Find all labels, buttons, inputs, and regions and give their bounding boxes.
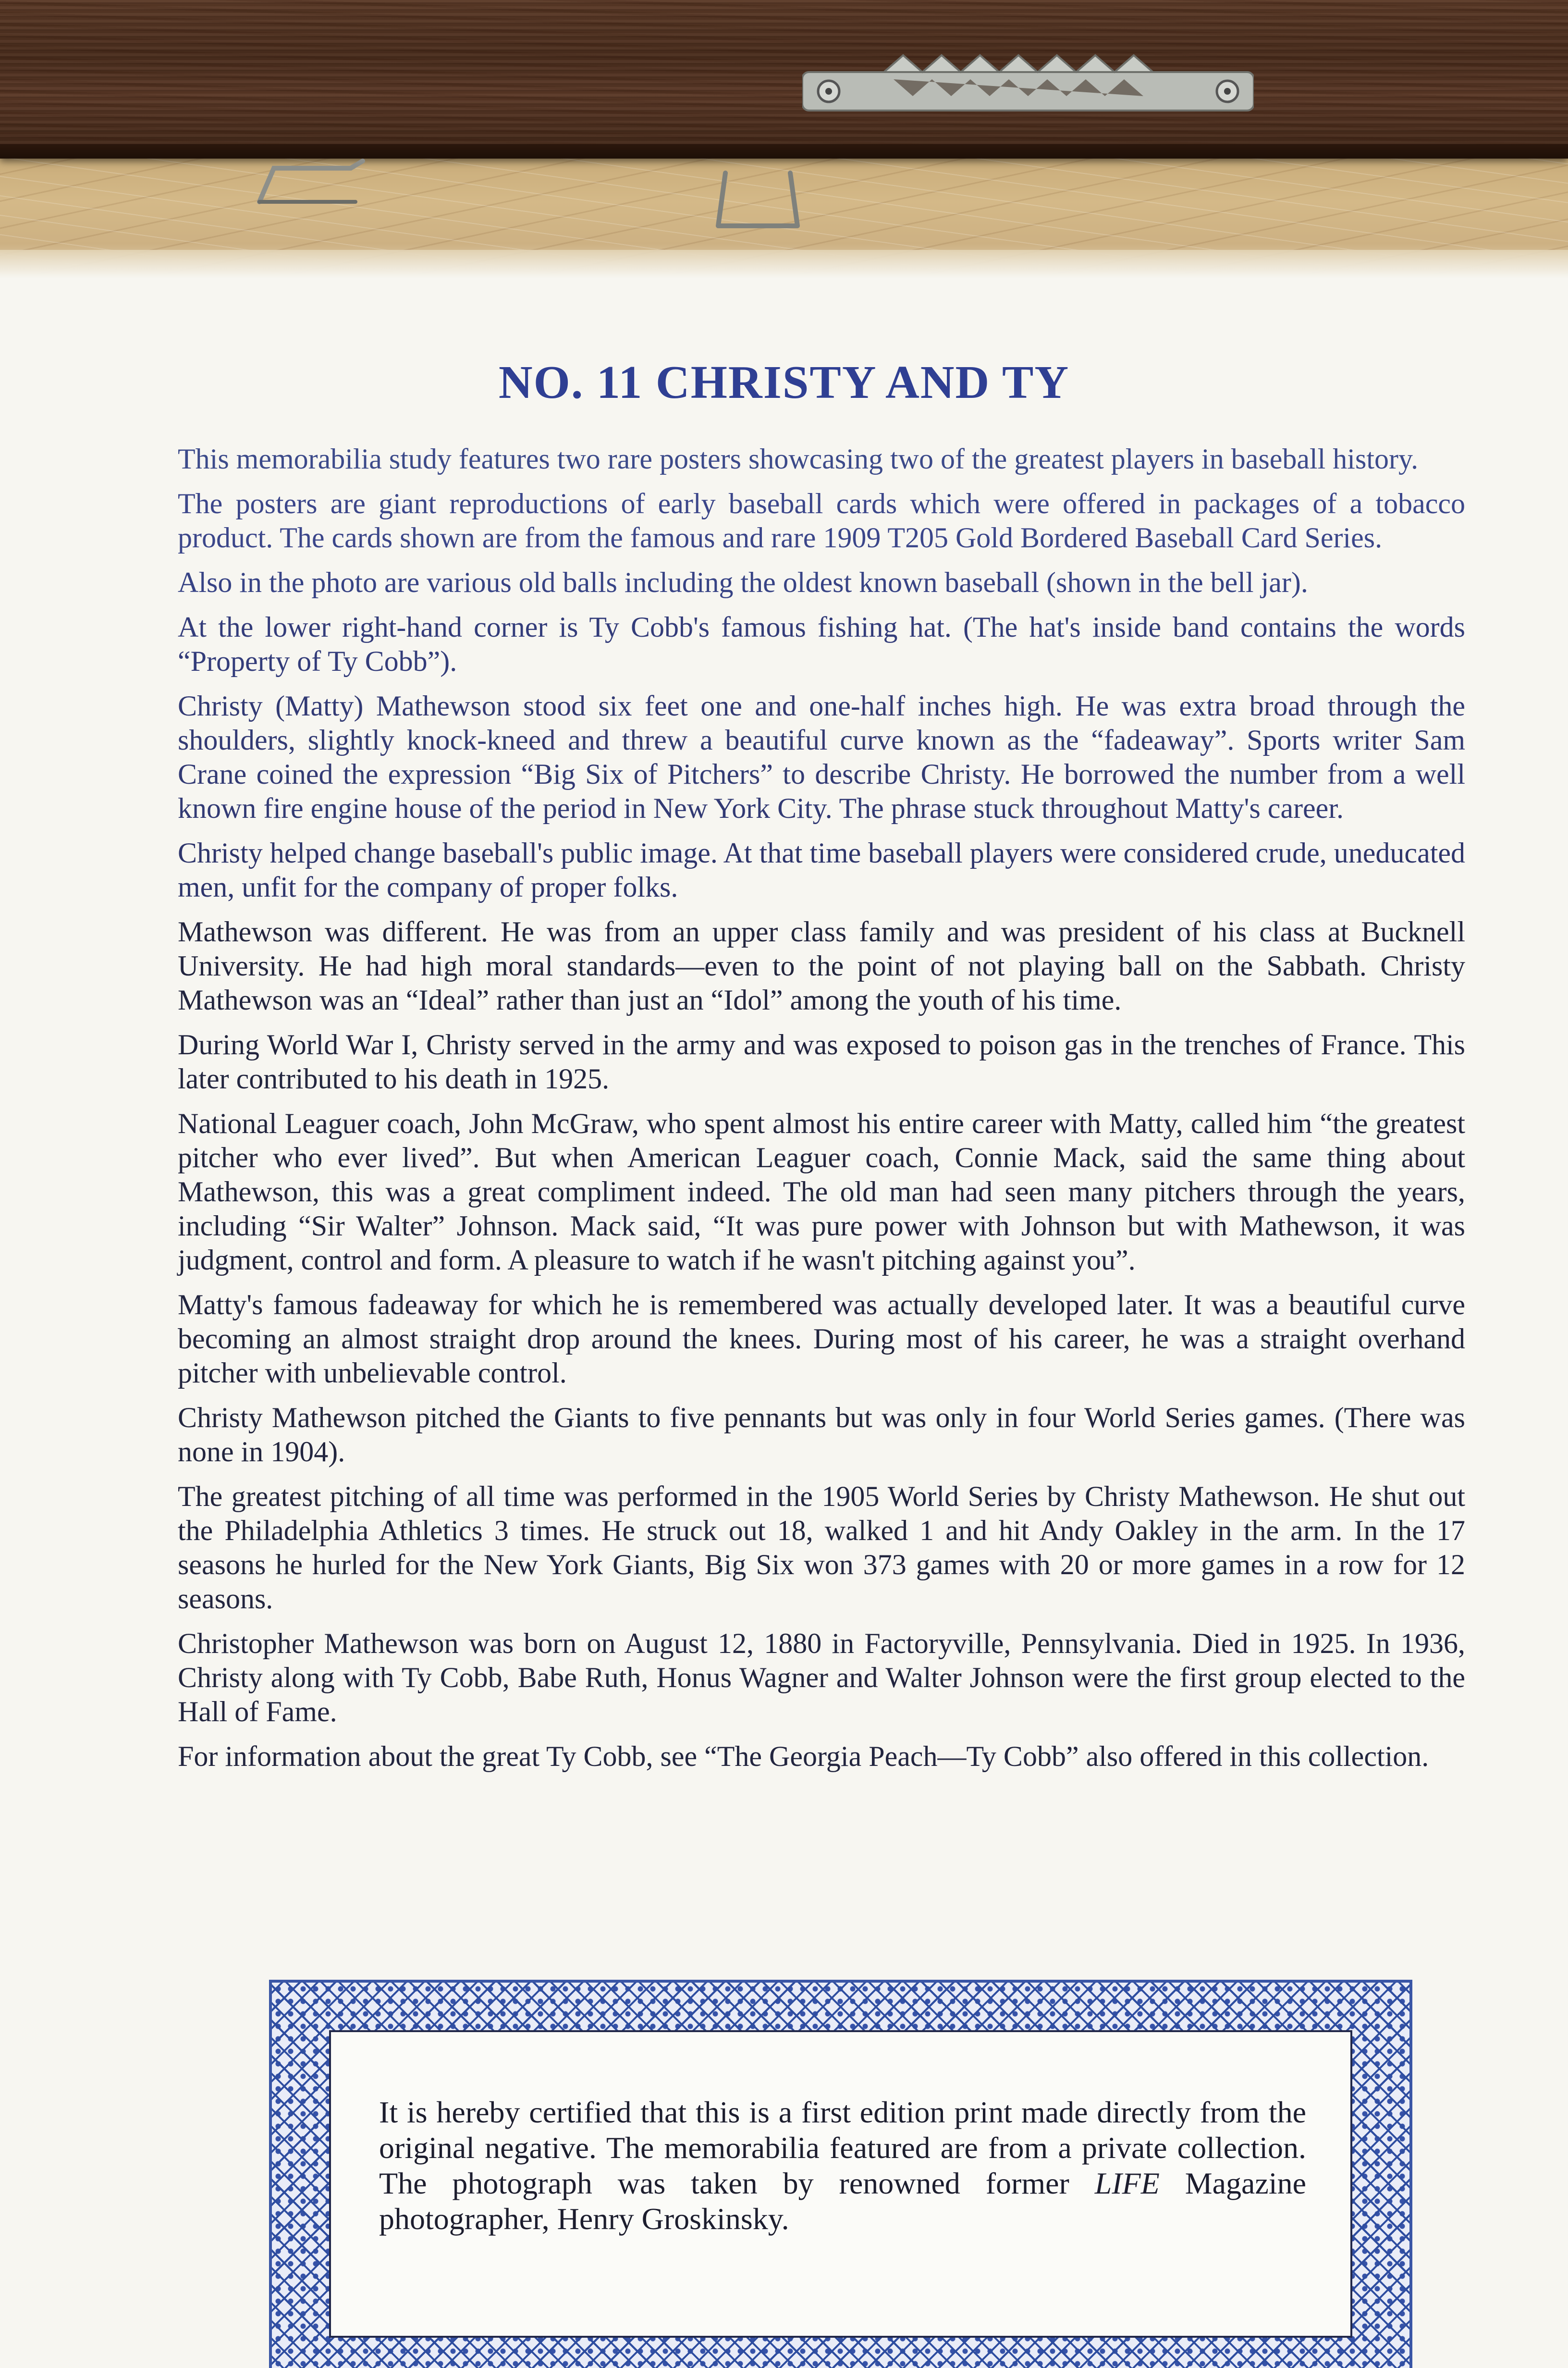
paragraph-biography: Christopher Mathewson was born on August 12, 1880 in Factoryville, Pennsylvania. Died in 1925. In 1936, Christy along with Ty Cobb, Babe Ruth, Honus Wagner and Walter Johnson were the first group elected to the Hall of Fame. — [178, 1628, 1465, 1727]
paragraph-fishing-hat: At the lower right-hand corner is Ty Cobb's famous fishing hat. (The hat's inside band contains the words “Property of Ty Cobb”). — [178, 611, 1465, 677]
paragraph-balls: Also in the photo are various old balls including the oldest known baseball (shown in the bell jar). — [178, 567, 1308, 598]
paragraph-different: Mathewson was different. He was from an upper class family and was president of his class at Bucknell University. He had high moral standards—even to the point of not playing ball on the Sabbath. Christy Mathewson was an “Ideal” rather than just an “Idol” among the youth of his time. — [178, 916, 1465, 1016]
paragraph-mathewson-description: Christy (Matty) Mathewson stood six feet one and one-half inches high. He was extra broad through the shoulders, slightly knock-kneed and threw a beautiful curve known as the “fadeaway”. Sports writer Sam Crane coined the expression “Big Six of Pitchers” to describe Christy. He borrowed the number from a well known fire engine house of the period in New York City. The phrase stuck throughout Matty's career. — [178, 690, 1465, 824]
paragraph-georgia-peach: For information about the great Ty Cobb, see “The Georgia Peach—Ty Cobb” also offered in this collection. — [178, 1740, 1429, 1772]
certificate-panel — [329, 2030, 1352, 2338]
paragraph-posters: The posters are giant reproductions of early baseball cards which were offered in packages of a tobacco product. The cards shown are from the famous and rare 1909 T205 Gold Bordered Baseball Card Series. — [178, 488, 1465, 554]
paragraph-pennants: Christy Mathewson pitched the Giants to five pennants but was only in four World Series games. (There was none in 1904). — [178, 1402, 1465, 1468]
certificate-text-end: Magazine photographer, Henry Groskinsky. — [379, 2166, 1306, 2236]
certificate-text — [379, 2095, 1306, 2237]
paragraph-mcgraw-mack: National Leaguer coach, John McGraw, who spent almost his entire career with Matty, called him “the greatest pitcher who ever lived”. But when American Leaguer coach, Connie Mack, said the same thing about Mathewson, this was a great compliment indeed. The old man had seen many pitchers through the years, including “Sir Walter” Johnson. Mack said, “It was pure power with Johnson but with Mathewson, it was judgment, control and form. A pleasure to watch if he wasn't pitching against you”. — [178, 1108, 1465, 1276]
backing-clip-left — [255, 159, 370, 207]
document-title: NO. 11 CHRISTY AND TY — [498, 357, 1070, 408]
paragraph-world-war: During World War I, Christy served in the army and was exposed to poison gas in the trenches of France. This later contributed to his death in 1925. — [178, 1029, 1465, 1095]
paragraph-1905-series: The greatest pitching of all time was performed in the 1905 World Series by Christy Mathewson. He shut out the Philadelphia Athletics 3 times. He struck out 18, walked 1 and hit Andy Oakley in the arm. In the 17 seasons he hurled for the New York Giants, Big Six won 373 games with 20 or more games in a row for 12 seasons. — [178, 1480, 1465, 1615]
certificate-text-start: It is hereby certified that this is a first edition print made directly from the original negative. The memorabilia featured are from a private collection. The photograph was taken by renowned former — [379, 2095, 1306, 2200]
backing-clip-right — [711, 163, 807, 235]
kraft-paper-edge — [0, 250, 1568, 279]
wooden-frame-top — [0, 0, 1568, 159]
certificate-life-italic: LIFE — [1094, 2166, 1160, 2200]
paragraph-intro: This memorabilia study features two rare posters showcasing two of the greatest players in baseball history. — [178, 443, 1419, 475]
paragraph-public-image: Christy helped change baseball's public image. At that time baseball players were considered crude, uneducated men, unfit for the company of proper folks. — [178, 837, 1465, 903]
paragraph-fadeaway: Matty's famous fadeaway for which he is remembered was actually developed later. It was a beautiful curve becoming an almost straight drop around the knees. During most of his career, he was a straight overhand pitcher with unbelievable control. — [178, 1289, 1465, 1389]
certificate-box — [269, 1980, 1412, 2368]
document-body — [178, 442, 1465, 1784]
frame-edge — [0, 144, 1568, 159]
sawtooth-hanger-icon — [802, 50, 1254, 123]
